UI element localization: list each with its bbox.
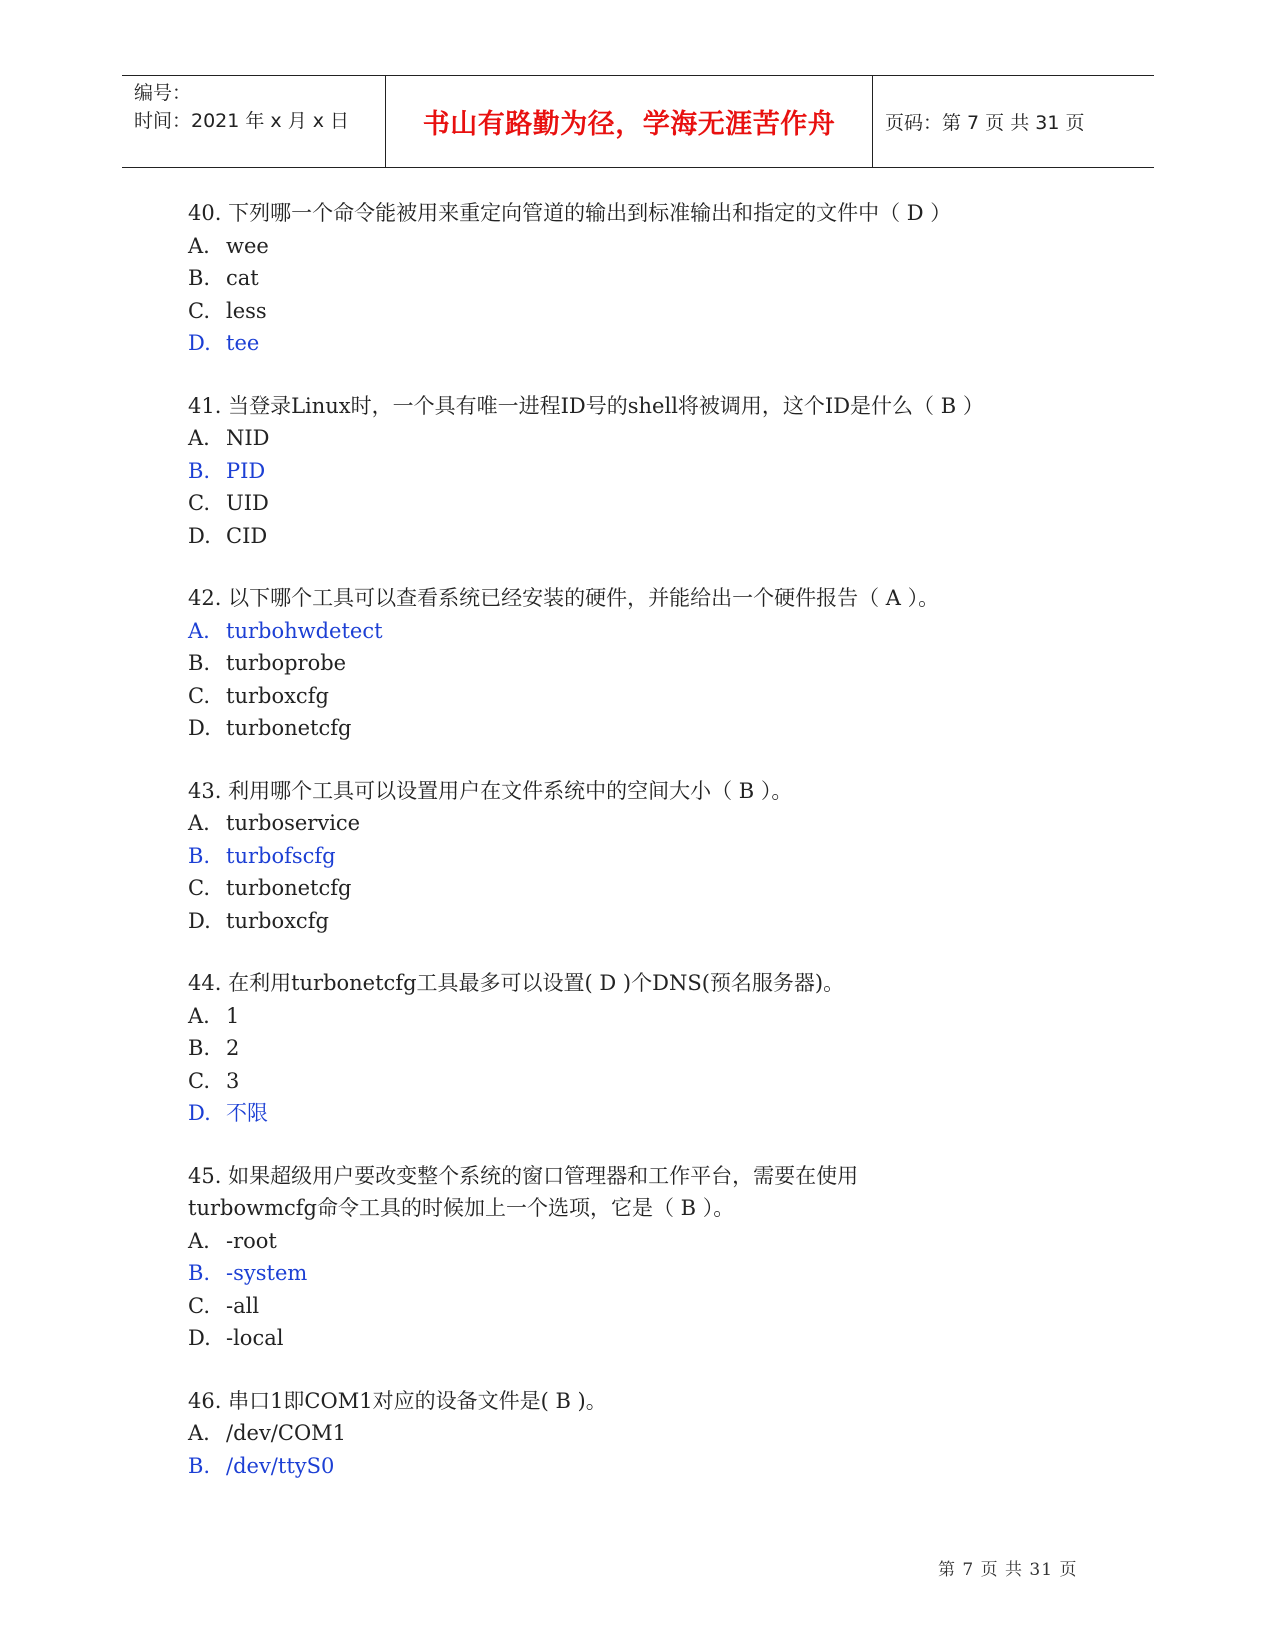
option-d: D. turboxcfg <box>188 908 329 933</box>
question-44 <box>188 967 1108 1130</box>
question-40 <box>188 197 1108 360</box>
option-a-correct-answer: A. turbohwdetect <box>188 618 383 643</box>
header-meta <box>122 76 386 167</box>
option-c: C. 3 <box>188 1068 240 1093</box>
option-a: A. turboservice <box>188 811 361 835</box>
header-motto: 书山有路勤为径，学海无涯苦作舟 <box>386 76 873 167</box>
question-45 <box>188 1160 1108 1355</box>
question-list <box>188 197 1108 1512</box>
question-stem: 43. 利用哪个工具可以设置用户在文件系统中的空间大小（ B ）。 <box>188 778 793 803</box>
option-a: A. NID <box>188 426 270 450</box>
option-c: C. turboxcfg <box>188 683 329 708</box>
page-footer-number: 第 7 页 共 31 页 <box>938 1560 1078 1580</box>
question-stem-continued: turbowmcfg命令工具的时候加上一个选项，它是（ B ）。 <box>188 1196 735 1220</box>
option-b: B. turboprobe <box>188 651 347 675</box>
document-number-label: 编号： <box>134 82 192 104</box>
option-a: A. 1 <box>188 1003 240 1028</box>
option-b-correct-answer: B. PID <box>188 458 266 483</box>
option-c: C. turbonetcfg <box>188 876 352 900</box>
option-c: C. -all <box>188 1293 260 1318</box>
option-c: C. less <box>188 298 267 323</box>
option-d-correct-answer: D. tee <box>188 331 260 355</box>
option-d: D. turbonetcfg <box>188 716 352 740</box>
document-time-label: 时间：2021 年 x 月 x 日 <box>134 110 350 132</box>
question-stem: 41. 当登录Linux时，一个具有唯一进程ID号的shell将被调用，这个ID是什么（ B ） <box>188 393 984 418</box>
option-a: A. wee <box>188 233 269 258</box>
option-d-correct-answer: D. 不限 <box>188 1101 268 1125</box>
option-d: D. -local <box>188 1326 284 1350</box>
question-42 <box>188 582 1108 745</box>
question-stem: 44. 在利用turbonetcfg工具最多可以设置( D )个DNS(预名服务器)。 <box>188 971 845 995</box>
option-c: C. UID <box>188 491 269 515</box>
option-d: D. CID <box>188 523 268 548</box>
question-stem: 45. 如果超级用户要改变整个系统的窗口管理器和工作平台，需要在使用 <box>188 1163 859 1188</box>
option-b-correct-answer: B. /dev/ttyS0 <box>188 1453 335 1478</box>
question-46 <box>188 1385 1108 1483</box>
option-b: B. 2 <box>188 1036 240 1060</box>
option-a: A. -root <box>188 1228 277 1253</box>
header-page-number: 页码：第 7 页 共 31 页 <box>885 112 1085 134</box>
question-43 <box>188 775 1108 938</box>
question-stem: 46. 串口1即COM1对应的设备文件是( B )。 <box>188 1388 607 1413</box>
option-b-correct-answer: B. turbofscfg <box>188 843 336 868</box>
option-b-correct-answer: B. -system <box>188 1261 308 1285</box>
option-b: B. cat <box>188 266 259 290</box>
question-stem: 40. 下列哪一个命令能被用来重定向管道的输出到标准输出和指定的文件中（ D ） <box>188 201 952 225</box>
question-stem: 42. 以下哪个工具可以查看系统已经安装的硬件，并能给出一个硬件报告（ A ）。 <box>188 586 940 610</box>
page-header <box>122 75 1154 168</box>
question-41 <box>188 390 1108 553</box>
option-a: A. /dev/COM1 <box>188 1421 347 1445</box>
